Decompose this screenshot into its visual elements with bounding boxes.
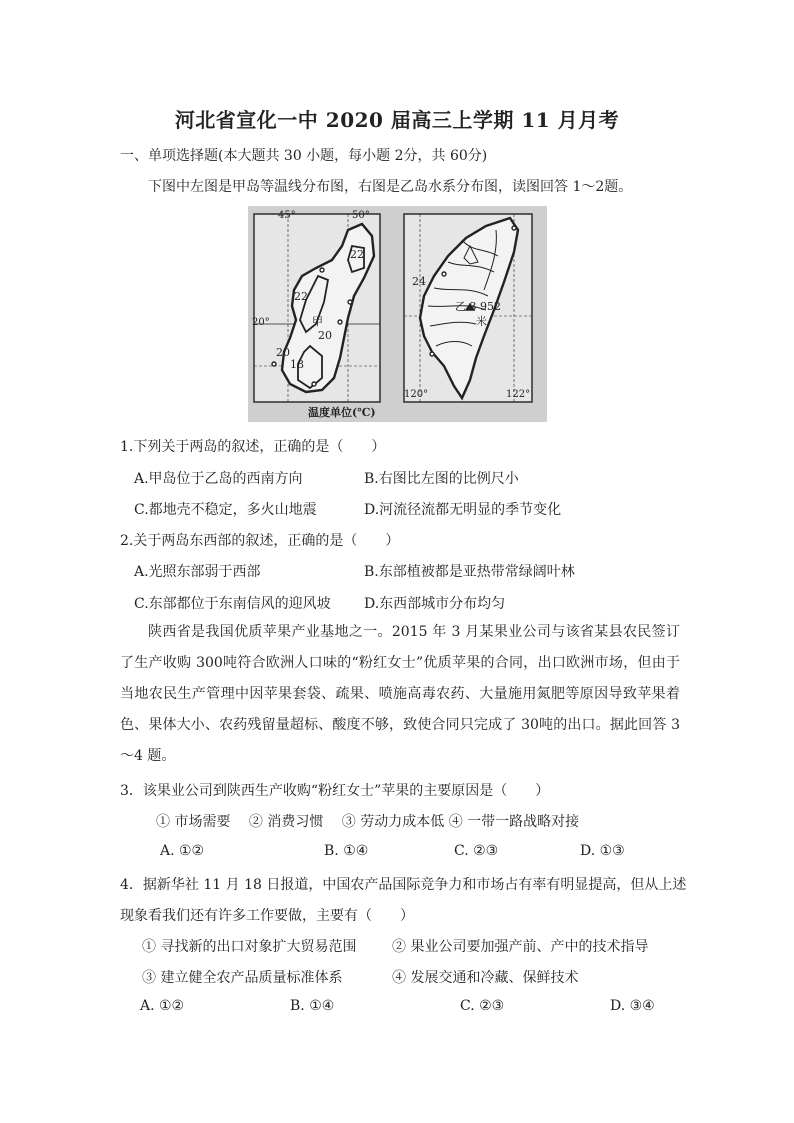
page-title: 河北省宣化一中 2020 届高三上学期 11 月月考	[174, 108, 620, 132]
q1-option-a: A.甲岛位于乙岛的西南方向	[134, 471, 303, 487]
q4-stem-continued: 现象看我们还有许多工作要做，主要有（ ）	[120, 908, 414, 924]
intro-text: 下图中左图是甲岛等温线分布图，右图是乙岛水系分布图，读图回答 1～2题。	[148, 179, 633, 195]
temperature-unit-caption: 温度单位(℃)	[308, 406, 376, 419]
q4-option-a: A. ①②	[140, 998, 185, 1014]
isotherm-label-18: 18	[290, 358, 304, 371]
peak-unit-label: 米	[476, 315, 487, 328]
q3-option-c: C. ②③	[454, 843, 499, 859]
isotherm-label-22b: 22	[294, 290, 308, 303]
lat-label-24: 24	[412, 275, 426, 288]
q3-option-d: D. ①③	[580, 843, 625, 859]
lon-label-45: 45°	[278, 210, 296, 221]
lat-label-20: 20°	[252, 317, 270, 328]
lon-label-120: 120°	[404, 389, 429, 400]
q1-option-b: B.右图比左图的比例尺小	[364, 471, 519, 487]
peak-label: 乙 3 952	[455, 300, 501, 313]
q4-option-b: B. ①④	[290, 998, 335, 1014]
map-figure	[248, 206, 547, 422]
passage-text: 陕西省是我国优质苹果产业基地之一。2015 年 3 月某果业公司与该省某县农民签订了生产收购 300吨符合欧洲人口味的“粉红女士”优质苹果的合同，出口欧洲市场，但由于当地农民生产管理中因苹果套袋、疏果、喷施高毒农药、大量施用氮肥等原因导致苹果着色、果体大小、农药残留量超标、酸度不够，致使合同只完成了 30吨的出口。据此回答 3～4 题。	[120, 624, 680, 764]
q4-item-4: ④ 发展交通和冷藏、保鲜技术	[392, 970, 579, 986]
island-jia-label: 甲	[312, 315, 323, 328]
q4-item-3: ③ 建立健全农产品质量标准体系	[142, 970, 343, 986]
q2-option-c: C.东部都位于东南信风的迎风坡	[134, 596, 331, 612]
q4-option-c: C. ②③	[460, 998, 505, 1014]
q2-option-d: D.东西部城市分布均匀	[364, 596, 506, 612]
lon-label-50: 50°	[352, 210, 370, 221]
q1-option-d: D.河流径流都无明显的季节变化	[364, 502, 562, 518]
q3-option-b: B. ①④	[324, 843, 369, 859]
q4-option-d: D. ③④	[610, 998, 655, 1014]
lon-label-122: 122°	[506, 389, 531, 400]
isotherm-label-20a: 20	[318, 329, 332, 342]
q4-item-1: ① 寻找新的出口对象扩大贸易范围	[142, 939, 357, 955]
section-header: 一、单项选择题(本大题共 30 小题，每小题 2分，共 60分)	[120, 148, 488, 164]
q3-items: ① 市场需要 ② 消费习惯 ③ 劳动力成本低 ④ 一带一路战略对接	[156, 814, 580, 830]
q2-stem: 2.关于两岛东西部的叙述，正确的是（ ）	[120, 533, 400, 549]
q2-option-a: A.光照东部弱于西部	[134, 564, 261, 580]
isotherm-label-20b: 20	[276, 346, 290, 359]
q2-option-b: B.东部植被都是亚热带常绿阔叶林	[364, 564, 575, 580]
q3-option-a: A. ①②	[160, 843, 205, 859]
left-map	[254, 214, 380, 402]
q1-stem: 1.下列关于两岛的叙述，正确的是（ ）	[120, 439, 386, 455]
q4-item-2: ② 果业公司要加强产前、产中的技术指导	[392, 939, 649, 955]
q1-option-c: C.都地壳不稳定，多火山地震	[134, 502, 317, 518]
q3-stem: 3．该果业公司到陕西生产收购“粉红女士”苹果的主要原因是（ ）	[120, 783, 550, 799]
q4-stem: 4．据新华社 11 月 18 日报道，中国农产品国际竞争力和市场占有率有明显提高，但从上述	[120, 877, 687, 893]
isotherm-label-22a: 22	[350, 248, 364, 261]
